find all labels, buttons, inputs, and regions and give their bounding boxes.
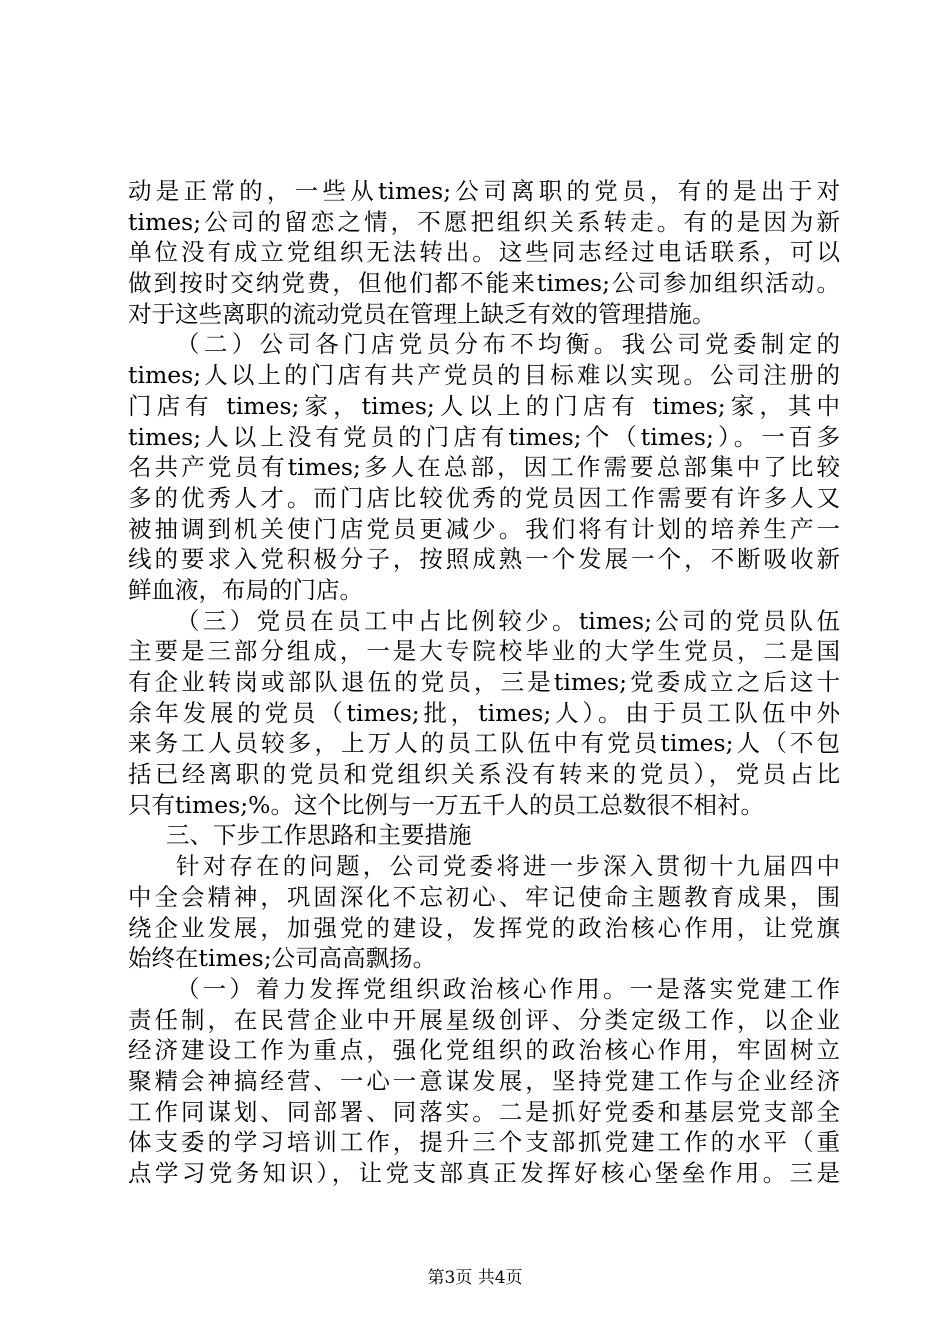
text-line: times;人以上没有党员的门店有times;个（times;）。一百多 bbox=[128, 422, 840, 451]
text-line: 经济建设工作为重点，强化党组织的政治核心作用，牢固树立 bbox=[128, 1036, 840, 1065]
text-line: 工作同谋划、同部署、同落实。二是抓好党委和基层党支部全 bbox=[128, 1097, 840, 1126]
text-line: 名共产党员有times;多人在总部，因工作需要总部集中了比较 bbox=[128, 453, 840, 482]
text-line: 针对存在的问题，公司党委将进一步深入贯彻十九届四中 bbox=[176, 852, 840, 881]
text-line: 门店有 times;家，times;人以上的门店有 times;家，其中 bbox=[128, 391, 840, 420]
text-line: times;人以上的门店有共产党员的目标难以实现。公司注册的 bbox=[128, 361, 840, 390]
text-line: （二）公司各门店党员分布不均衡。我公司党委制定的 bbox=[176, 330, 840, 359]
text-line: 对于这些离职的流动党员在管理上缺乏有效的管理措施。 bbox=[128, 299, 716, 328]
text-line: 有企业转岗或部队退伍的党员，三是times;党委成立之后这十 bbox=[128, 668, 840, 696]
text-line: 动是正常的，一些从times;公司离职的党员，有的是出于对 bbox=[128, 177, 840, 205]
page-number: 第3页 共4页 bbox=[427, 1268, 523, 1288]
text-line: （一）着力发挥党组织政治核心作用。一是落实党建工作 bbox=[176, 974, 840, 1003]
text-line: 括已经离职的党员和党组织关系没有转来的党员），党员占比 bbox=[128, 760, 840, 789]
text-line: 余年发展的党员（times;批，times;人）。由于员工队伍中外 bbox=[128, 698, 840, 727]
text-line: 做到按时交纳党费，但他们都不能来times;公司参加组织活动。 bbox=[128, 269, 840, 298]
text-line: 只有times;%。这个比例与一万五千人的员工总数很不相衬。 bbox=[128, 790, 764, 819]
text-line: 被抽调到机关使门店党员更减少。我们将有计划的培养生产一 bbox=[128, 514, 840, 543]
text-line: 来务工人员较多，上万人的员工队伍中有党员times;人（不包 bbox=[128, 729, 840, 758]
page-footer bbox=[0, 1268, 950, 1288]
text-line: 多的优秀人才。而门店比较优秀的党员因工作需要有许多人又 bbox=[128, 483, 840, 512]
text-line: 单位没有成立党组织无法转出。这些同志经过电话联系，可以 bbox=[128, 238, 840, 267]
text-line: 始终在times;公司高高飘扬。 bbox=[128, 944, 437, 973]
text-line: （三）党员在员工中占比例较少。times;公司的党员队伍 bbox=[176, 606, 840, 635]
text-line: 中全会精神，巩固深化不忘初心、牢记使命主题教育成果，围 bbox=[128, 882, 840, 911]
text-line: 绕企业发展，加强党的建设，发挥党的政治核心作用，让党旗 bbox=[128, 913, 840, 942]
section-heading: 三、下步工作思路和主要措施 bbox=[166, 821, 472, 850]
text-line: 鲜血液，布局的门店。 bbox=[128, 575, 363, 604]
text-line: times;公司的留恋之情，不愿把组织关系转走。有的是因为新 bbox=[128, 207, 840, 236]
text-line: 体支委的学习培训工作，提升三个支部抓党建工作的水平（重 bbox=[128, 1128, 840, 1157]
text-line: 责任制，在民营企业中开展星级创评、分类定级工作，以企业 bbox=[128, 1005, 840, 1034]
text-line: 聚精会神搞经营、一心一意谋发展，坚持党建工作与企业经济 bbox=[128, 1066, 840, 1095]
document-body bbox=[128, 176, 840, 1189]
text-line: 主要是三部分组成，一是大专院校毕业的大学生党员，二是国 bbox=[128, 637, 840, 666]
text-line: 点学习党务知识），让党支部真正发挥好核心堡垒作用。三是 bbox=[128, 1159, 840, 1187]
text-line: 线的要求入党积极分子，按照成熟一个发展一个，不断吸收新 bbox=[128, 545, 840, 574]
